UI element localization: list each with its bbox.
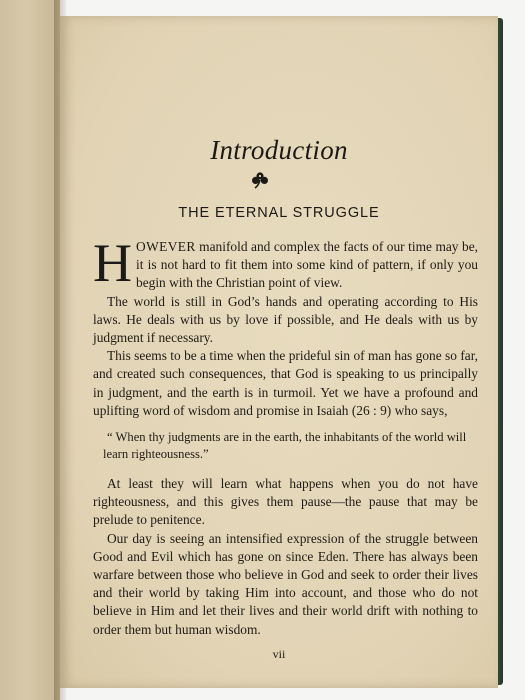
body-text xyxy=(93,233,478,639)
left-page xyxy=(0,0,60,700)
paragraph: At least they will learn what happens when you do not have righteousness, and this gives them pause—the pause that may be prelude to penitence. xyxy=(93,476,478,528)
drop-cap: H xyxy=(93,233,132,293)
right-page xyxy=(60,16,498,688)
small-caps-opening: OWEVER xyxy=(136,239,196,254)
paragraph-text: manifold and complex the facts of our time may be, it is not hard to fit them into some kind of pattern, if only you begin with the Christian point of view. xyxy=(136,239,478,291)
paragraph: The world is still in God’s hands and operating according to His laws. He deals with us by love if possible, and He deals with us by judgment if necessary. xyxy=(93,293,478,346)
paragraph: Our day is seeing an intensified expression of the struggle between Good and Evil which has gone on since Eden. There has always been warfare between those who believe in God and seek to order their lives and their world by taking Him into account, and those who do not believe in Him and let their lives and their world drift with nothing to order them but human wisdom. xyxy=(93,530,478,637)
page-title: Introduction xyxy=(210,135,348,165)
section-heading: THE ETERNAL STRUGGLE xyxy=(178,205,380,221)
scripture-quote: “ When thy judgments are in the earth, the inhabitants of the world will learn righteousness.” xyxy=(103,430,467,462)
paragraph: This seems to be a time when the prideful sin of man has gone so far, and created such consequences, that God is speaking to us principally in judgment, and the earth is in turmoil. Yet we have a profound and uplifting word of wisdom and promise in Isaiah (26 : 9) who says, xyxy=(93,348,478,418)
page-number: vii xyxy=(272,647,286,661)
trefoil-ornament-icon xyxy=(250,170,270,190)
paragraph xyxy=(93,233,478,293)
